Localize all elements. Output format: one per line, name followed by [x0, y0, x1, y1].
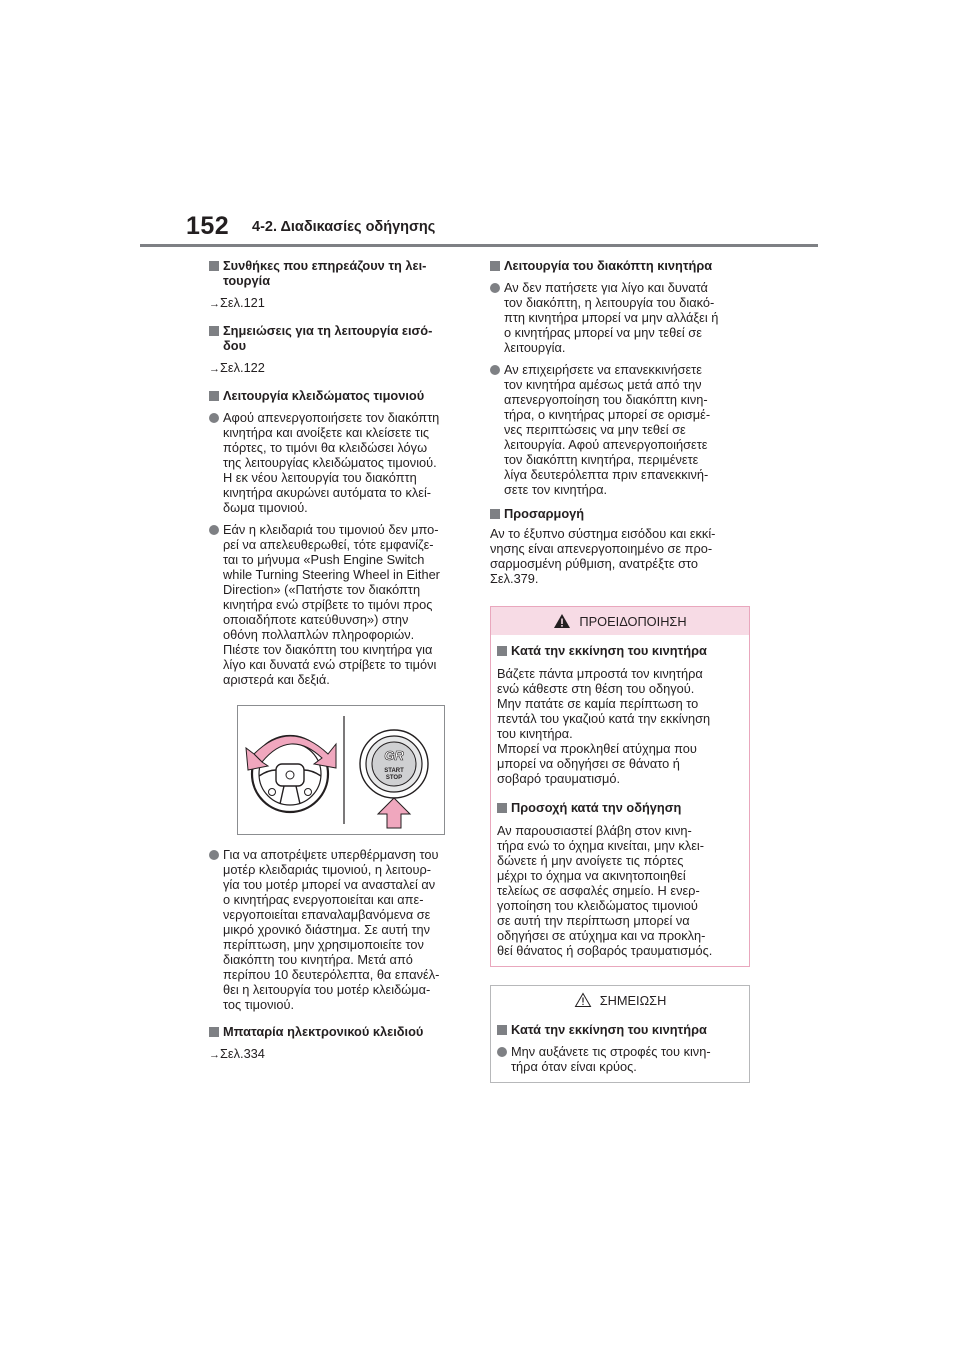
square-bullet-icon — [497, 803, 507, 813]
left-column — [209, 252, 465, 1074]
page-number: 152 — [186, 212, 230, 240]
round-bullet-icon — [490, 365, 500, 375]
section-title: 4-2. Διαδικασίες οδήγησης — [252, 219, 436, 235]
round-bullet-icon — [209, 413, 219, 423]
heading-operating-conditions: Συνθήκες που επηρεάζουν τη λει- τουργία — [209, 258, 465, 288]
gr-logo: GR — [384, 748, 404, 763]
rotation-arrow-icon — [246, 736, 336, 770]
bullet-item: Αν δεν πατήσετε για λίγο και δυνατά τον διακόπτη, η λειτουργία του διακό- πτη κινητήρα μπορεί να μην αλλάξει ή ο κινητήρας μπορεί να μην τεθεί σε λειτουργία. — [490, 280, 750, 355]
note-title: ΣΗΜΕΙΩΣΗ — [491, 986, 749, 1014]
page-reference[interactable]: →Σελ.334 — [209, 1046, 265, 1061]
heading-engine-switch: Λειτουργία του διακόπτη κινητήρα — [490, 258, 750, 273]
arrow-right-icon: → — [209, 363, 220, 375]
bullet-item: Εάν η κλειδαριά του τιμονιού δεν μπο- ρεί να απελευθερωθεί, τότε εμφανίζε- ται το μήνυμα «Push Engine Switch while Turning Steering Wheel in Either Direction» («Πατήστε τον διακόπτη κινητήρα ενώ στρίβετε το τιμόνι προς οποιαδήποτε κατεύθυνση») στην οθόνη πολλαπλών πληροφοριών. Πιέστε τον διακόπτη του κινητήρα για λίγο και δυνατά ενώ στρίβετε το τιμόνι αριστερά και δεξιά. — [209, 522, 465, 687]
note-heading-start: Κατά την εκκίνηση του κινητήρα — [497, 1022, 743, 1037]
square-bullet-icon — [490, 261, 500, 271]
bullet-item: Για να αποτρέψετε υπερθέρμανση του μοτέρ κλειδαριάς τιμονιού, η λειτουρ- γία του μοτέρ μπορεί να ανασταλεί αν ο κινητήρας ενεργοποιείται και απε- νεργοποιείται επαναλαμβανόμενα σε μικρό χρονικό διάστημα. Σε αυτή την περίπτωση, μην χρησιμοποιείτε τον διακόπτη του κινητήρα. Μετά από περίπου 10 δευτερόλεπτα, θα επανέλ- θει η λειτουργία του μοτέρ κλειδώμα- τος τιμονιού. — [209, 847, 465, 1012]
heading-key-battery: Μπαταρία ηλεκτρονικού κλειδιού — [209, 1024, 465, 1039]
square-bullet-icon — [497, 646, 507, 656]
note-box — [490, 985, 750, 1083]
warning-heading-driving: Προσοχή κατά την οδήγηση — [497, 800, 743, 815]
page-reference[interactable]: →Σελ.121 — [209, 295, 265, 310]
arrow-right-icon: → — [209, 298, 220, 310]
caution-triangle-icon — [574, 992, 592, 1008]
square-bullet-icon — [490, 509, 500, 519]
heading-entry-notes: Σημειώσεις για τη λειτουργία εισό- δου — [209, 323, 465, 353]
warning-box — [490, 606, 750, 967]
start-label: START — [384, 768, 404, 774]
header-rule — [140, 244, 818, 247]
start-stop-button-icon — [360, 730, 428, 798]
heading-customization: Προσαρμογή — [490, 506, 750, 521]
push-arrow-icon — [378, 798, 410, 828]
right-column — [490, 252, 750, 1083]
round-bullet-icon — [209, 850, 219, 860]
warning-triangle-icon — [553, 613, 571, 629]
bullet-item: Μην αυξάνετε τις στροφές του κινη- τήρα όταν είναι κρύος. — [497, 1044, 743, 1074]
round-bullet-icon — [497, 1047, 507, 1057]
bullet-item: Αφού απενεργοποιήσετε τον διακόπτη κινητήρα και ανοίξετε και κλείσετε τις πόρτες, το τιμόνι θα κλειδώσει λόγω της λειτουργίας κλειδώματος τιμονιού. Η εκ νέου λειτουργία του διακόπτη κινητήρα ακυρώνει αυτόματα το κλεί- δωμα τιμονιού. — [209, 410, 465, 515]
bullet-item: Αν επιχειρήσετε να επανεκκινήσετε τον κινητήρα αμέσως μετά από την απενεργοποίηση του διακόπτη κινη- τήρα, ο κινητήρας μπορεί σε ορισμέ- νες περιπτώσεις να μην τεθεί σε λειτουργία. Αφού απενεργοποιήσετε τον διακόπτη κινητήρα, περιμένετε λίγα δευτερόλεπτα πριν επανεκκινή- σετε τον κινητήρα. — [490, 362, 750, 497]
arrow-right-icon: → — [209, 1049, 220, 1061]
warning-heading-start: Κατά την εκκίνηση του κινητήρα — [497, 643, 743, 658]
customization-paragraph: Αν το έξυπνο σύστημα εισόδου και εκκί- νησης είναι απενεργοποιημένο σε προ- σαρμοσμένη ρύθμιση, ανατρέξτε στο Σελ.379. — [490, 526, 716, 586]
warning-title: ΠΡΟΕΙΔΟΠΟΙΗΣΗ — [491, 607, 749, 635]
square-bullet-icon — [209, 261, 219, 271]
page-reference[interactable]: →Σελ.122 — [209, 360, 265, 375]
warning-paragraph: Βάζετε πάντα μπροστά τον κινητήρα ενώ κάθεστε στη θέση του οδηγού. Μην πατάτε σε καμία περίπτωση το πεντάλ του γκαζιού κατά την εκκίνηση του κινητήρα. Μπορεί να προκληθεί ατύχημα που μπορεί να οδηγήσει σε θάνατο ή σοβαρό τραυματισμό. — [497, 666, 711, 786]
round-bullet-icon — [209, 525, 219, 535]
steering-and-start-button-figure — [237, 705, 445, 835]
warning-paragraph: Αν παρουσιαστεί βλάβη στον κινη- τήρα ενώ το όχημα κινείται, μην κλει- δώνετε ή μην ανοίγετε τις πόρτες μέχρι το όχημα να ακινητοποιηθεί τελείως σε ασφαλές σημείο. Η ενερ- γοποίηση του κλειδώματος τιμονιού σε αυτή την περίπτωση μπορεί να οδηγήσει σε ατύχημα και να προκλη- θεί θάνατος ή σοβαρός τραυματισμός. — [497, 823, 713, 958]
page-header — [186, 212, 818, 248]
square-bullet-icon — [209, 326, 219, 336]
stop-label: STOP — [385, 775, 403, 781]
heading-steering-lock: Λειτουργία κλειδώματος τιμονιού — [209, 388, 465, 403]
square-bullet-icon — [209, 1027, 219, 1037]
square-bullet-icon — [497, 1025, 507, 1035]
round-bullet-icon — [490, 283, 500, 293]
square-bullet-icon — [209, 391, 219, 401]
